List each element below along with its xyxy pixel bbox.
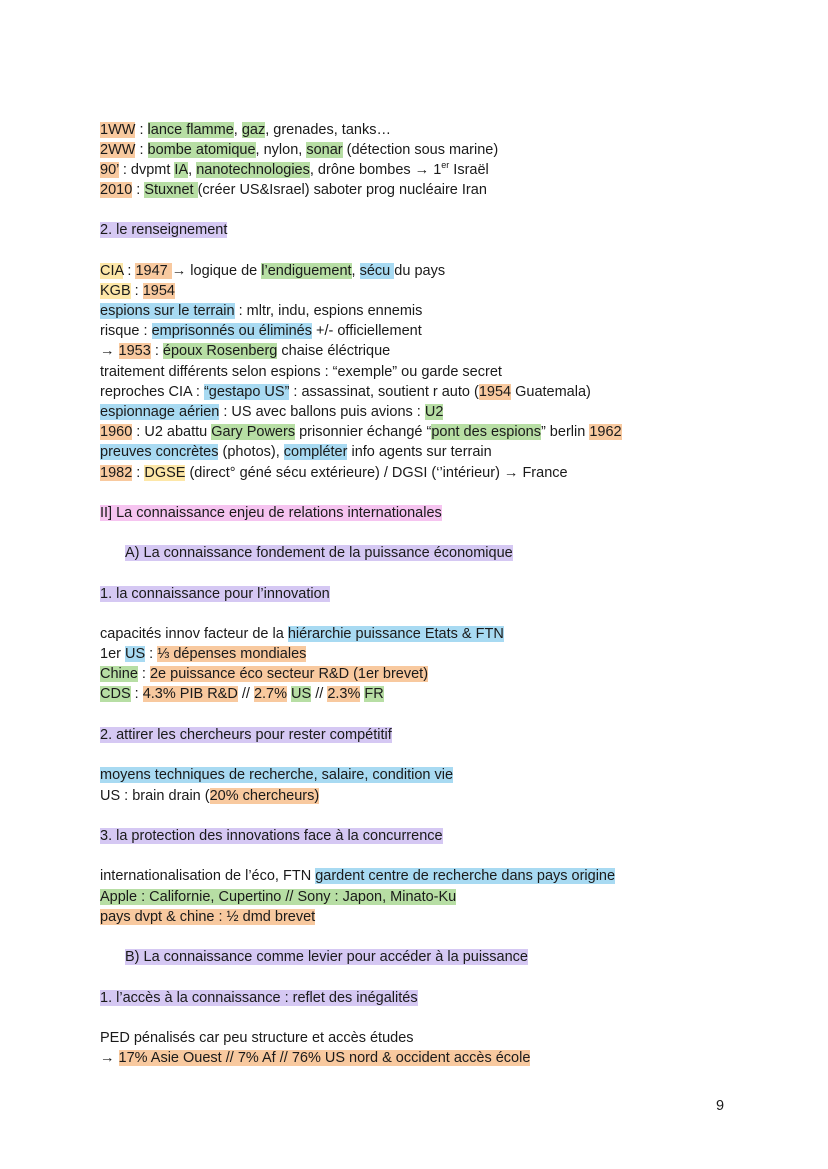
text: du pays	[394, 263, 446, 279]
text-line	[100, 180, 487, 200]
highlight: espionnage aérien	[100, 404, 220, 420]
highlight: CIA	[100, 263, 124, 279]
subsection-heading	[125, 543, 513, 563]
text-line	[100, 644, 306, 664]
highlight: U2	[424, 404, 444, 420]
text-line	[100, 664, 428, 684]
text: chaise éléctrique	[277, 343, 391, 359]
text: :	[123, 263, 136, 279]
section-heading	[100, 725, 392, 745]
text-line	[100, 442, 492, 462]
text-line	[100, 422, 622, 442]
heading-text: II] La connaissance enjeu de relations internationales	[100, 505, 442, 521]
subsection-heading	[125, 947, 528, 967]
text-line	[100, 261, 445, 281]
highlight: 1982	[100, 465, 133, 481]
highlight: espions sur le terrain	[100, 303, 235, 319]
text: +/- officiellement	[311, 323, 422, 339]
text: capacités innov facteur de la	[100, 626, 288, 642]
highlight: pays dvpt & chine : ½ dmd brevet	[100, 909, 316, 925]
text-line	[100, 765, 453, 785]
text-line	[100, 341, 390, 361]
highlight: US	[125, 646, 146, 662]
text: :	[130, 686, 143, 702]
text: prisonnier échangé “	[295, 424, 432, 440]
text: 1er	[100, 646, 125, 662]
text-line	[100, 301, 422, 321]
text: : US avec ballons puis avions :	[219, 404, 425, 420]
text: :	[137, 666, 150, 682]
highlight: Gary Powers	[211, 424, 296, 440]
heading-text: B) La connaissance comme levier pour accéder à la puissance	[125, 949, 528, 965]
highlight: bombe atomique	[147, 142, 256, 158]
text: :	[130, 283, 143, 299]
text: (créer US&Israel) saboter prog nucléaire Iran	[197, 182, 487, 198]
text: : dvpmt	[118, 162, 175, 178]
text-line	[100, 382, 591, 402]
highlight: 4.3% PIB R&D	[142, 686, 238, 702]
text: : assassinat, soutient r auto (	[289, 384, 479, 400]
text-line	[100, 1048, 530, 1068]
highlight: 1947	[135, 263, 172, 279]
text: (direct° géné sécu extérieure) / DGSI (‘’intérieur) → France	[185, 465, 568, 481]
highlight: 1962	[589, 424, 622, 440]
highlight: DGSE	[144, 465, 186, 481]
text: , nylon,	[255, 142, 307, 158]
text: reproches CIA :	[100, 384, 204, 400]
highlight: IA	[174, 162, 189, 178]
highlight: 17% Asie Ouest // 7% Af // 76% US nord & occident accès école	[118, 1050, 531, 1066]
text-line	[100, 684, 384, 704]
text: :	[132, 465, 145, 481]
highlight: 1953	[118, 343, 151, 359]
text: :	[132, 182, 145, 198]
text: :	[145, 646, 158, 662]
text: ,	[188, 162, 197, 178]
text-line: traitement différents selon espions : “exemple” ou garde secret	[100, 364, 502, 380]
text: US : brain drain (	[100, 788, 210, 804]
highlight: 20% chercheurs)	[209, 788, 320, 804]
section-heading	[100, 584, 330, 604]
highlight: US	[291, 686, 312, 702]
highlight: pont des espions	[431, 424, 541, 440]
section-heading	[100, 826, 443, 846]
highlight: 2.3%	[327, 686, 361, 702]
text: , grenades, tanks…	[265, 122, 391, 138]
highlight: Stuxnet	[144, 182, 198, 198]
text-line	[100, 786, 319, 806]
highlight: 2e puissance éco secteur R&D (1er brevet)	[149, 666, 429, 682]
text: :	[135, 142, 148, 158]
highlight: sonar	[306, 142, 343, 158]
text: →	[100, 343, 119, 359]
text: Israël	[449, 162, 489, 178]
text-line	[100, 402, 443, 422]
highlight: KGB	[100, 283, 131, 299]
highlight: 2WW	[100, 142, 136, 158]
text: :	[150, 343, 163, 359]
text: info agents sur terrain	[347, 444, 492, 460]
highlight: 2010	[100, 182, 133, 198]
highlight: moyens techniques de recherche, salaire, condition vie	[100, 767, 454, 783]
text-line	[100, 140, 498, 160]
text: internationalisation de l’éco, FTN	[100, 868, 316, 884]
text-line	[100, 281, 175, 301]
highlight: sécu	[359, 263, 395, 279]
heading-text: 3. la protection des innovations face à la concurrence	[100, 828, 443, 844]
highlight: gardent centre de recherche dans pays origine	[315, 868, 616, 884]
section-heading	[100, 988, 418, 1008]
highlight: 1960	[100, 424, 133, 440]
text: , drône bombes → 1	[309, 162, 442, 178]
superscript: er	[441, 160, 450, 171]
highlight: Apple : Californie, Cupertino // Sony : Japon, Minato-Ku	[100, 889, 457, 905]
text: ,	[351, 263, 360, 279]
highlight: CDS	[100, 686, 131, 702]
highlight: compléter	[283, 444, 348, 460]
text-line	[100, 160, 489, 180]
text-line	[100, 624, 504, 644]
page-number: 9	[716, 1098, 725, 1114]
section-heading	[100, 503, 442, 523]
text-line	[100, 907, 315, 927]
highlight: 90’	[100, 162, 119, 178]
highlight: preuves concrètes	[100, 444, 219, 460]
text-line	[100, 887, 456, 907]
text: :	[135, 122, 148, 138]
highlight: 1WW	[100, 122, 136, 138]
text-line	[100, 866, 615, 886]
highlight: gaz	[241, 122, 266, 138]
text: //	[237, 686, 254, 702]
highlight: l’endiguement	[261, 263, 352, 279]
section-heading	[100, 220, 227, 240]
highlight: 1954	[142, 283, 175, 299]
highlight: époux Rosenberg	[162, 343, 278, 359]
text: (photos),	[218, 444, 284, 460]
text-line	[100, 321, 422, 341]
text: Guatemala)	[511, 384, 591, 400]
highlight: FR	[364, 686, 384, 702]
text-line: PED pénalisés car peu structure et accès études	[100, 1030, 414, 1046]
text: : mltr, indu, espions ennemis	[234, 303, 423, 319]
heading-text: 1. la connaissance pour l’innovation	[100, 586, 330, 602]
highlight: “gestapo US”	[203, 384, 290, 400]
text: → logique de	[171, 263, 262, 279]
text: ” berlin	[540, 424, 590, 440]
text: (détection sous marine)	[342, 142, 499, 158]
text: →	[100, 1050, 119, 1066]
highlight: nanotechnologies	[196, 162, 310, 178]
heading-text: A) La connaissance fondement de la puissance économique	[125, 545, 513, 561]
heading-text: 1. l’accès à la connaissance : reflet des inégalités	[100, 990, 418, 1006]
text: risque :	[100, 323, 152, 339]
highlight: ⅓ dépenses mondiales	[157, 646, 307, 662]
heading-text: 2. le renseignement	[100, 222, 228, 238]
text-line	[100, 120, 391, 140]
highlight: 1954	[478, 384, 512, 400]
text: ,	[233, 122, 242, 138]
highlight: 2.7%	[253, 686, 287, 702]
highlight: lance flamme	[147, 122, 234, 138]
text: //	[311, 686, 328, 702]
text-line	[100, 463, 568, 483]
heading-text: 2. attirer les chercheurs pour rester compétitif	[100, 727, 392, 743]
text: : U2 abattu	[132, 424, 212, 440]
highlight: hiérarchie puissance Etats & FTN	[287, 626, 504, 642]
highlight: emprisonnés ou éliminés	[151, 323, 312, 339]
highlight: Chine	[100, 666, 138, 682]
